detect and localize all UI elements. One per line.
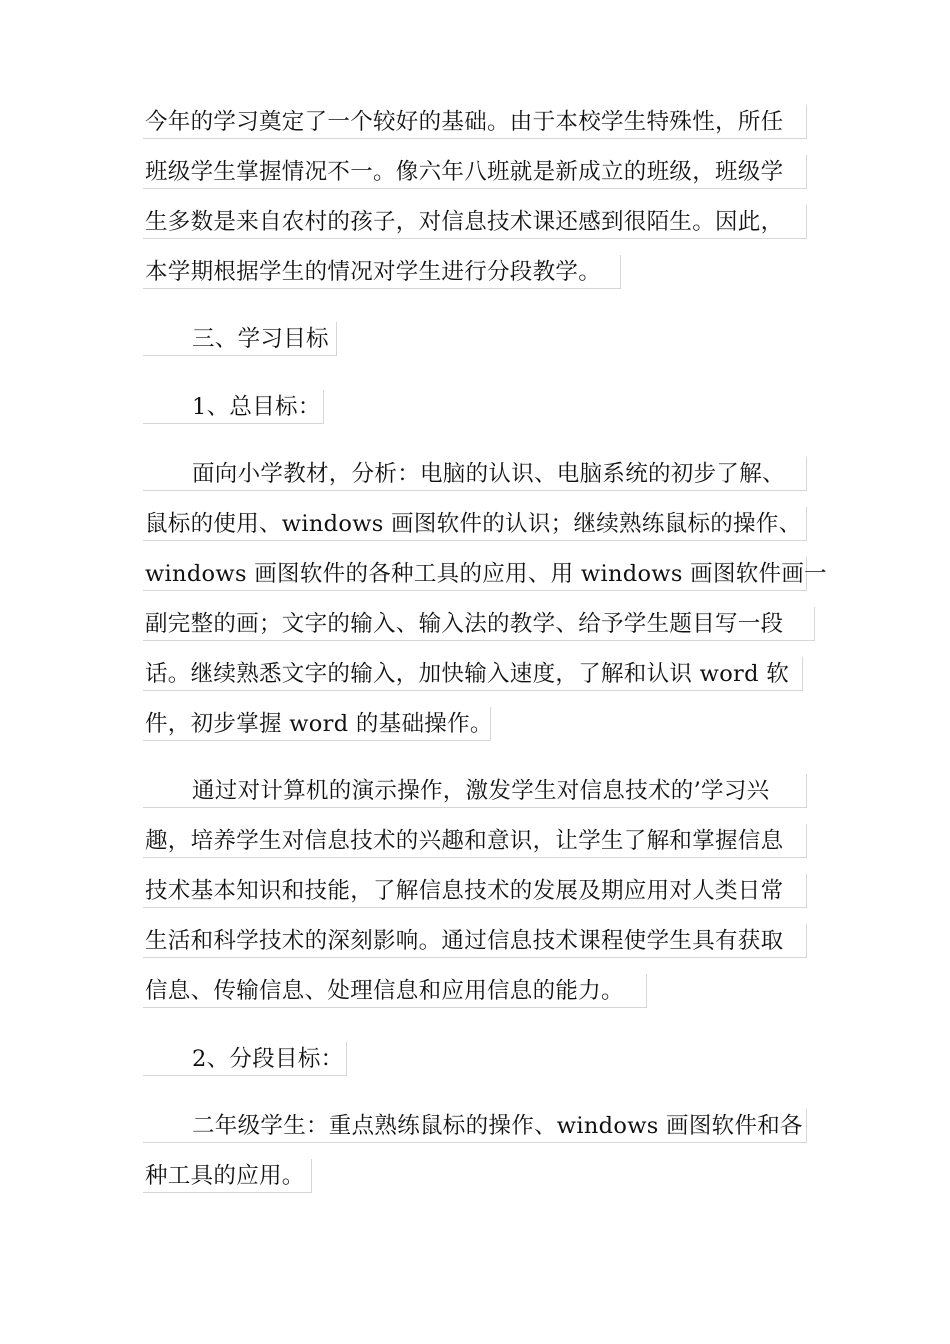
subheading-stage-goal: 2、分段目标： (143, 1042, 347, 1076)
total-goal-line-6: 件，初步掌握 word 的基础操作。 (143, 707, 491, 741)
grade2-line-2: 种工具的应用。 (143, 1159, 312, 1193)
total-goal-line-5: 话。继续熟悉文字的输入，加快输入速度，了解和认识 word 软 (143, 657, 803, 691)
total-goal-line-1: 面向小学教材，分析：电脑的认识、电脑系统的初步了解、 (143, 457, 807, 491)
interest-line-4: 生活和科学技术的深刻影响。通过信息技术课程使学生具有获取 (143, 924, 807, 958)
interest-line-2: 趣，培养学生对信息技术的兴趣和意识，让学生了解和掌握信息 (143, 824, 807, 858)
intro-line-2: 班级学生掌握情况不一。像六年八班就是新成立的班级，班级学 (143, 155, 807, 189)
total-goal-line-3: windows 画图软件的各种工具的应用、用 windows 画图软件画一 (143, 557, 807, 591)
intro-line-4: 本学期根据学生的情况对学生进行分段教学。 (143, 255, 621, 289)
interest-line-1: 通过对计算机的演示操作，激发学生对信息技术的’学习兴 (143, 774, 807, 808)
total-goal-line-4: 副完整的画；文字的输入、输入法的教学、给予学生题目写一段 (143, 607, 815, 641)
subheading-total-goal: 1、总目标： (143, 390, 324, 424)
total-goal-line-2: 鼠标的使用、windows 画图软件的认识；继续熟练鼠标的操作、 (143, 507, 807, 541)
interest-line-3: 技术基本知识和技能，了解信息技术的发展及期应用对人类日常 (143, 874, 807, 908)
grade2-line-1: 二年级学生：重点熟练鼠标的操作、windows 画图软件和各 (143, 1109, 807, 1143)
intro-line-1: 今年的学习奠定了一个较好的基础。由于本校学生特殊性，所任 (143, 105, 807, 139)
interest-line-5: 信息、传输信息、处理信息和应用信息的能力。 (143, 974, 647, 1008)
intro-line-3: 生多数是来自农村的孩子，对信息技术课还感到很陌生。因此， (143, 205, 807, 239)
section-heading: 三、学习目标 (143, 322, 337, 356)
